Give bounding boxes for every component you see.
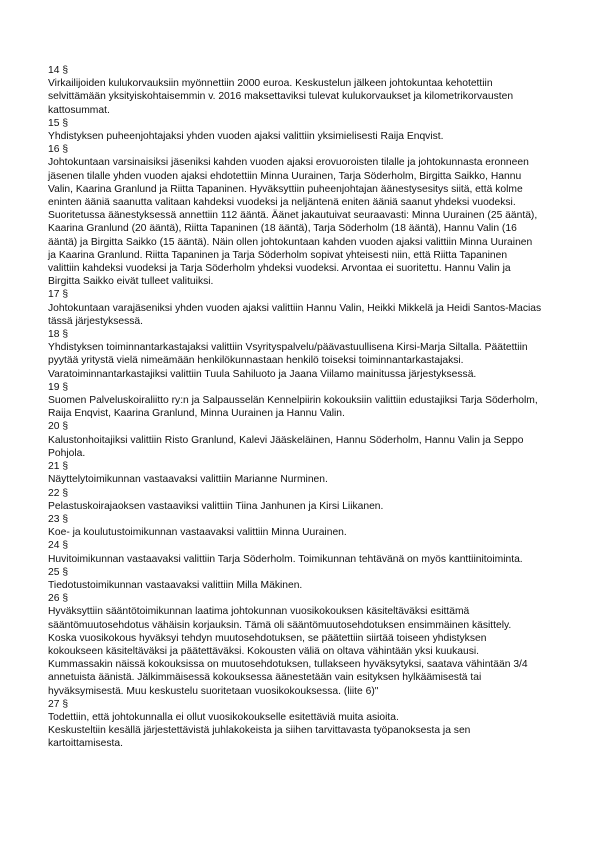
section-text-line: eninten ääniä saanutta valitaan kahdeksi vuodeksi ja neljäntenä eniten ääniä saanut yhdeksi vuodeksi. — [48, 197, 516, 209]
section-text-line: Raija Enqvist, Kaarina Granlund, Minna Uurainen ja Hannu Valin. — [48, 408, 345, 420]
section-text-line: Johtokuntaan varajäseniksi yhden vuoden ajaksi valittiin Hannu Valin, Heikki Mikkelä ja Heidi Santos-Macias — [48, 302, 542, 314]
section-number: 21 § — [48, 461, 69, 473]
section-number: 22 § — [48, 487, 69, 499]
section-text-line: Johtokuntaan varsinaisiksi jäseniksi kahden vuoden ajaksi erovuoroisten tilalle ja johtokunnasta eronneen — [48, 157, 529, 169]
section-number: 23 § — [48, 513, 69, 525]
section — [48, 566, 560, 592]
section-text-line: Yhdistyksen toiminnantarkastajaksi valittiin Vsyrityspalvelu/päävastuullisena Kirsi-Marja Siltalla. Päätettiin — [48, 342, 528, 354]
section-text-line: ja Kaarina Granlund. Riitta Tapaninen ja Tarja Söderholm sopivat yhteisesti niin, että Riitta Tapaninen — [48, 249, 508, 261]
section — [48, 513, 560, 539]
section — [48, 539, 560, 565]
section-number: 14 § — [48, 65, 69, 76]
section-number: 15 § — [48, 117, 69, 129]
section-text-line: annetuista äänistä. Jälkimmäisessä kokouksessa äänestetään vain esityksen hylkäämisestä tai — [48, 672, 482, 684]
section — [48, 328, 560, 381]
section-text-line: Pohjola. — [48, 447, 86, 459]
section-text-line: pyytää yritystä vielä nimeämään henkilökunnastaan henkilö toiseksi toiminnantarkastajaksi. — [48, 355, 464, 367]
section-text-line: valittiin kahdeksi vuodeksi ja Tarja Söderholm yhdeksi vuodeksi. Arvontaa ei suoritettu. Hannu Valin ja — [48, 263, 511, 275]
section — [48, 381, 560, 421]
section-text-line: Koska vuosikokous hyväksyi tehdyn muutosehdotuksen, se päätettiin siirtää toiseen yhdistyksen — [48, 632, 487, 644]
section-text-line: ääntä) ja Birgitta Saikko (15 ääntä). Näin ollen johtokuntaan kahden vuoden ajaksi valittiin Minna Uurainen — [48, 236, 533, 248]
section-text-line: hyväksymisestä. Muu keskustelu suoritetaan vuosikokouksessa. (liite 6)" — [48, 685, 379, 697]
section-text-line: sääntömuutosehdotus vähäisin korjauksin. Tämä oli sääntömuutosehdotuksen ensimmäinen käsittely. — [48, 619, 512, 631]
section — [48, 117, 560, 143]
section-text-line: Yhdistyksen puheenjohtajaksi yhden vuoden ajaksi valittiin yksimielisesti Raija Enqvist. — [48, 131, 444, 143]
section-text-line: Huvitoimikunnan vastaavaksi valittiin Tarja Söderholm. Toimikunnan tehtävänä on myös kanttiinitoiminta. — [48, 553, 523, 565]
section — [48, 288, 560, 328]
section-number: 16 § — [48, 144, 69, 156]
section-text-line: kartoittamisesta. — [48, 738, 123, 750]
section-number: 19 § — [48, 381, 69, 393]
section-text-line: Valin, Kaarina Granlund ja Riitta Tapaninen. Hyväksyttiin puheenjohtajan äänestysesitys siitä, että kolme — [48, 183, 523, 195]
section-text-line: Suomen Palveluskoiraliitto ry:n ja Salpausselän Kennelpiirin kokouksiin valittiin edustajiksi Tarja Söderholm, — [48, 395, 538, 407]
section-text-line: Pelastuskoirajaoksen vastaaviksi valittiin Tiina Janhunen ja Kirsi Liikanen. — [48, 500, 384, 512]
section — [48, 592, 560, 698]
section — [48, 460, 560, 486]
section-number: 25 § — [48, 566, 69, 578]
section-number: 17 § — [48, 289, 69, 301]
section-text-line: Virkailijoiden kulukorvauksiin myönnettiin 2000 euroa. Keskustelun jälkeen johtokuntaa kehotettiin — [48, 78, 493, 90]
section — [48, 487, 560, 513]
section-text-line: Kalustonhoitajiksi valittiin Risto Granlund, Kalevi Jääskeläinen, Hannu Söderholm, Hannu Valin ja Seppo — [48, 434, 524, 446]
section — [48, 143, 560, 288]
section-text-line: jäsenen tilalle yhden vuoden ajaksi ehdotettiin Minna Uurainen, Tarja Söderholm, Birgitta Saikko, Hannu — [48, 170, 522, 182]
section-text-line: Suoritetussa äänestyksessä annettiin 112 ääntä. Äänet jakautuivat seuraavasti: Minna Uurainen (25 ääntä), — [48, 210, 538, 222]
section — [48, 698, 560, 751]
section-text-line: Kummassakin näissä kokouksissa on muutosehdotuksen, tullakseen hyväksytyksi, saatava vähintään 3/4 — [48, 659, 528, 671]
document-body — [48, 64, 560, 751]
section-text-line: Tiedotustoimikunnan vastaavaksi valittiin Milla Mäkinen. — [48, 579, 303, 591]
section-text-line: selvittämään yksityiskohtaisemmin v. 2016 maksettaviksi tulevat kulukorvaukset ja kilometrikorvausten — [48, 91, 514, 103]
section-text-line: Varatoiminnantarkastajiksi valittiin Tuula Sahiluoto ja Jaana Viilamo mainitussa järjestyksessä. — [48, 368, 477, 380]
section-text-line: tässä järjestyksessä. — [48, 315, 143, 327]
section-number: 24 § — [48, 540, 69, 552]
section-number: 27 § — [48, 698, 69, 710]
section-text-line: kokoukseen käsiteltäväksi ja päätettäväksi. Kokousten väliä on oltava vähintään yksi kuukausi. — [48, 645, 480, 657]
section-number: 18 § — [48, 329, 69, 341]
section-text-line: kattosummat. — [48, 104, 110, 116]
section — [48, 420, 560, 460]
section-text-line: Hyväksyttiin sääntötoimikunnan laatima johtokunnan vuosikokouksen käsiteltäväksi esittämä — [48, 606, 470, 618]
section-text-line: Todettiin, että johtokunnalla ei ollut vuosikokoukselle esitettäviä muita asioita. — [48, 711, 399, 723]
section-text-line: Kaarina Granlund (20 ääntä), Riitta Tapaninen (18 ääntä), Tarja Söderholm (18 ääntä), Hannu Valin (16 — [48, 223, 517, 235]
section-text-line: Birgitta Saikko eivät tulleet valituiksi. — [48, 276, 214, 288]
section-number: 20 § — [48, 421, 69, 433]
section-text-line: Näyttelytoimikunnan vastaavaksi valittiin Marianne Nurminen. — [48, 474, 328, 486]
section-number: 26 § — [48, 593, 69, 605]
section-text-line: Koe- ja koulutustoimikunnan vastaavaksi valittiin Minna Uurainen. — [48, 527, 347, 539]
section-text-line: Keskusteltiin kesällä järjestettävistä juhlakokeista ja siihen tarvittavasta työpanoksesta ja sen — [48, 725, 471, 737]
section — [48, 64, 560, 117]
